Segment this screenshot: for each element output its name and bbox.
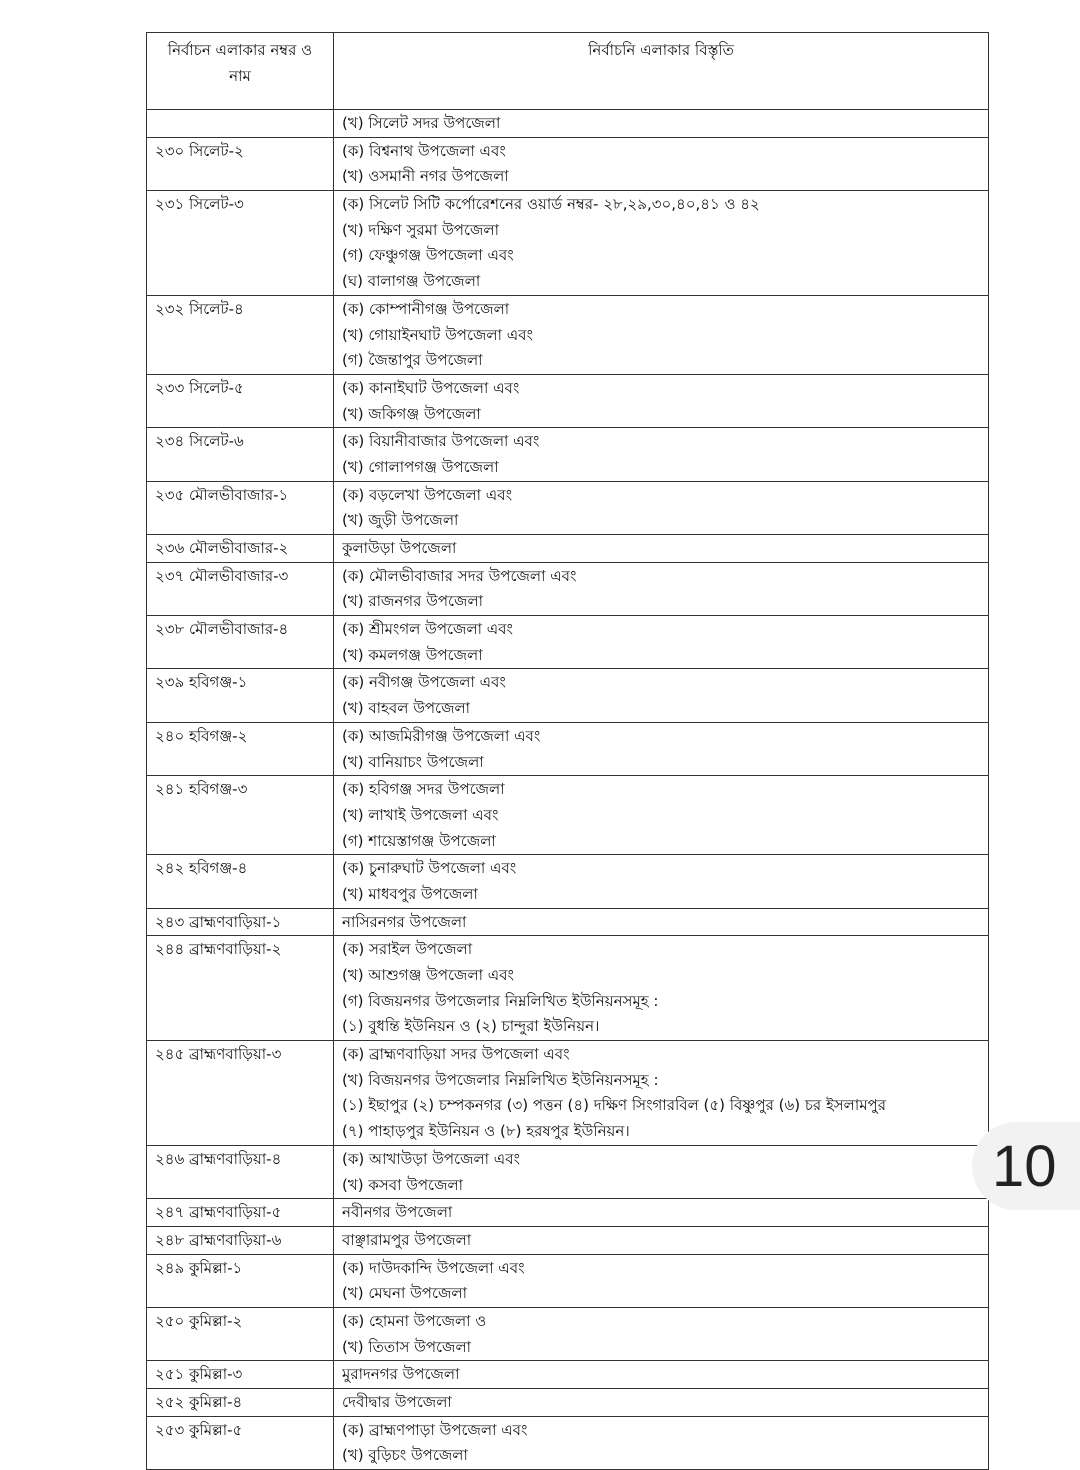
constituency-name-cell — [147, 855, 334, 908]
extent-line: (৭) পাহাড়পুর ইউনিয়ন ও (৮) হরষপুর ইউনিয়ন। — [342, 1122, 630, 1141]
constituency-name: ২৩৫ মৌলভীবাজার-১ — [155, 485, 289, 504]
extent-line: (খ) ওসমানী নগর উপজেলা — [342, 167, 509, 186]
constituency-extent-cell — [334, 295, 989, 374]
constituency-extent-cell — [334, 1199, 989, 1227]
header-constituency-extent: নির্বাচনি এলাকার বিস্তৃতি — [334, 33, 989, 110]
constituency-extent-cell — [334, 562, 989, 615]
constituency-extent-cell — [334, 1361, 989, 1389]
constituency-name-cell — [147, 481, 334, 534]
extent-line: (ক) সিলেট সিটি কর্পোরেশনের ওয়ার্ড নম্বর- ২৮,২৯,৩০,৪০,৪১ ও ৪২ — [342, 195, 760, 214]
constituency-name: ২৩০ সিলেট-২ — [155, 141, 244, 160]
constituency-name: ২৫২ কুমিল্লা-৪ — [155, 1393, 243, 1411]
constituency-name: ২৩৯ হবিগঞ্জ-১ — [155, 673, 248, 692]
extent-line: মুরাদনগর উপজেলা — [342, 1365, 460, 1384]
constituency-name-cell — [147, 936, 334, 1041]
table-row — [147, 1361, 989, 1389]
extent-line: বাঞ্ছারামপুর উপজেলা — [342, 1230, 472, 1249]
constituency-name: ২৩১ সিলেট-৩ — [155, 195, 244, 214]
extent-line: (ক) কোম্পানীগঞ্জ উপজেলা — [342, 299, 510, 318]
extent-line: (খ) লাখাই উপজেলা এবং — [342, 805, 499, 824]
extent-line: (গ) জৈন্তাপুর উপজেলা — [342, 351, 483, 370]
constituency-extent-cell — [334, 908, 989, 936]
extent-line: দেবীদ্বার উপজেলা — [342, 1393, 452, 1411]
constituency-name: ২৪০ হবিগঞ্জ-২ — [155, 726, 248, 745]
constituency-name-cell — [147, 669, 334, 722]
table-row — [147, 616, 989, 669]
constituency-name-cell — [147, 1307, 334, 1360]
constituency-extent-cell — [334, 428, 989, 481]
constituency-extent-cell — [334, 191, 989, 296]
extent-line: (ক) চুনারুঘাট উপজেলা এবং — [342, 859, 517, 878]
constituency-name: ২৪১ হবিগঞ্জ-৩ — [155, 780, 248, 799]
constituency-name: ২৩৩ সিলেট-৫ — [155, 378, 244, 397]
table-row — [147, 722, 989, 775]
table-row — [147, 295, 989, 374]
table-row — [147, 1389, 989, 1417]
extent-line: (ক) বিয়ানীবাজার উপজেলা এবং — [342, 432, 540, 451]
extent-line: (ক) কানাইঘাট উপজেলা এবং — [342, 378, 520, 397]
extent-line: (ক) মৌলভীবাজার সদর উপজেলা এবং — [342, 566, 577, 585]
constituency-extent-cell — [334, 535, 989, 563]
table-header-row — [147, 33, 989, 110]
table-row — [147, 1254, 989, 1307]
constituency-name: ২৪৭ ব্রাহ্মণবাড়িয়া-৫ — [155, 1203, 282, 1222]
constituency-extent-cell — [334, 481, 989, 534]
constituency-name: ২৪৪ ব্রাহ্মণবাড়িয়া-২ — [155, 940, 282, 959]
table-row — [147, 562, 989, 615]
extent-line: (খ) আশুগঞ্জ উপজেলা এবং — [342, 966, 514, 984]
constituency-name-cell — [147, 191, 334, 296]
table-row — [147, 428, 989, 481]
constituency-name-cell — [147, 1416, 334, 1469]
constituency-extent-cell — [334, 1389, 989, 1417]
constituency-extent-cell — [334, 936, 989, 1041]
table-row — [147, 908, 989, 936]
extent-line: (খ) বুড়িচং উপজেলা — [342, 1446, 468, 1465]
constituency-name-cell — [147, 562, 334, 615]
extent-line: (১) ইছাপুর (২) চম্পকনগর (৩) পত্তন (৪) দক্ষিণ সিংগারবিল (৫) বিষ্ণুপুর (৬) চর ইসলামপুর — [342, 1096, 886, 1115]
constituency-name: ২৫০ কুমিল্লা-২ — [155, 1311, 243, 1330]
extent-line: (খ) মাধবপুর উপজেলা — [342, 884, 478, 903]
constituency-extent-cell — [334, 1041, 989, 1146]
constituency-extent-cell — [334, 722, 989, 775]
extent-line: (ক) দাউদকান্দি উপজেলা এবং — [342, 1258, 525, 1277]
table-row — [147, 1307, 989, 1360]
extent-line: (খ) জুড়ী উপজেলা — [342, 511, 459, 530]
header-constituency-name: নির্বাচন এলাকার নম্বর ও নাম — [147, 33, 334, 110]
table-row — [147, 191, 989, 296]
constituency-extent-cell — [334, 1307, 989, 1360]
constituency-table — [146, 32, 989, 1470]
extent-line: (ক) ব্রাহ্মণবাড়িয়া সদর উপজেলা এবং — [342, 1045, 570, 1064]
extent-line: (ক) হবিগঞ্জ সদর উপজেলা — [342, 780, 505, 799]
extent-line: (গ) শায়েস্তাগঞ্জ উপজেলা — [342, 831, 496, 850]
constituency-name-cell — [147, 1041, 334, 1146]
table-row — [147, 481, 989, 534]
extent-line: (ক) হোমনা উপজেলা ও — [342, 1311, 487, 1330]
constituency-name: ২৪৬ ব্রাহ্মণবাড়িয়া-৪ — [155, 1149, 282, 1168]
extent-line: (ক) নবীগঞ্জ উপজেলা এবং — [342, 673, 506, 692]
constituency-name-cell — [147, 776, 334, 855]
extent-line: (খ) গোয়াইনঘাট উপজেলা এবং — [342, 325, 533, 344]
page-number-badge: 10 — [972, 1122, 1080, 1210]
extent-line: (খ) মেঘনা উপজেলা — [342, 1284, 467, 1303]
constituency-name-cell — [147, 295, 334, 374]
constituency-name-cell — [147, 1389, 334, 1417]
table-row — [147, 936, 989, 1041]
constituency-name-cell — [147, 1226, 334, 1254]
constituency-name: ২৩৭ মৌলভীবাজার-৩ — [155, 566, 289, 585]
extent-line: (ক) সরাইল উপজেলা — [342, 940, 473, 959]
extent-line: (খ) বাহবল উপজেলা — [342, 699, 471, 718]
constituency-extent-cell — [334, 137, 989, 190]
constituency-name-cell — [147, 1361, 334, 1389]
constituency-name: ২৪২ হবিগঞ্জ-৪ — [155, 859, 248, 878]
extent-line: (ঘ) বালাগঞ্জ উপজেলা — [342, 272, 481, 291]
constituency-name: ২৪৮ ব্রাহ্মণবাড়িয়া-৬ — [155, 1230, 282, 1249]
constituency-extent-cell — [334, 1416, 989, 1469]
constituency-name-cell — [147, 1254, 334, 1307]
constituency-extent-cell — [334, 1254, 989, 1307]
table-row — [147, 110, 989, 138]
table-body — [147, 110, 989, 1470]
extent-line: কুলাউড়া উপজেলা — [342, 539, 457, 557]
table-row — [147, 1041, 989, 1146]
extent-line: (খ) বানিয়াচং উপজেলা — [342, 752, 484, 771]
constituency-name: ২৩৬ মৌলভীবাজার-২ — [155, 539, 289, 557]
extent-line: (ক) আখাউড়া উপজেলা এবং — [342, 1149, 520, 1168]
table-row — [147, 535, 989, 563]
constituency-extent-cell — [334, 1145, 989, 1198]
constituency-extent-cell — [334, 374, 989, 427]
constituency-extent-cell — [334, 110, 989, 138]
constituency-name-cell — [147, 110, 334, 138]
constituency-name — [155, 111, 325, 137]
constituency-extent-cell — [334, 855, 989, 908]
extent-line: (ক) ব্রাহ্মণপাড়া উপজেলা এবং — [342, 1420, 528, 1439]
table-row — [147, 1145, 989, 1198]
constituency-name: ২৩৪ সিলেট-৬ — [155, 432, 244, 451]
table-row — [147, 776, 989, 855]
constituency-name-cell — [147, 722, 334, 775]
constituency-extent-cell — [334, 616, 989, 669]
extent-line: (গ) বিজয়নগর উপজেলার নিম্নলিখিত ইউনিয়নসমূহ : — [342, 991, 659, 1010]
extent-line: নবীনগর উপজেলা — [342, 1203, 453, 1222]
extent-line: (খ) কসবা উপজেলা — [342, 1175, 464, 1194]
constituency-name-cell — [147, 428, 334, 481]
constituency-name: ২৪৫ ব্রাহ্মণবাড়িয়া-৩ — [155, 1045, 282, 1064]
extent-line: (ক) বিশ্বনাথ উপজেলা এবং — [342, 141, 506, 160]
constituency-name: ২৫১ কুমিল্লা-৩ — [155, 1365, 243, 1384]
extent-line: (খ) তিতাস উপজেলা — [342, 1337, 471, 1356]
table-row — [147, 1416, 989, 1469]
table-row — [147, 855, 989, 908]
extent-line: (খ) সিলেট সদর উপজেলা — [342, 114, 501, 132]
table-row — [147, 1226, 989, 1254]
constituency-extent-cell — [334, 669, 989, 722]
extent-line: (গ) ফেঞ্চুগঞ্জ উপজেলা এবং — [342, 246, 514, 265]
extent-line: (খ) জকিগঞ্জ উপজেলা — [342, 404, 481, 423]
constituency-name: ২৫৩ কুমিল্লা-৫ — [155, 1420, 243, 1439]
extent-line: (খ) কমলগঞ্জ উপজেলা — [342, 645, 483, 664]
table-row — [147, 374, 989, 427]
table-row — [147, 1199, 989, 1227]
extent-line: (ক) বড়লেখা উপজেলা এবং — [342, 485, 513, 504]
extent-line: (খ) দক্ষিণ সুরমা উপজেলা — [342, 220, 499, 239]
extent-line: (১) বুধন্তি ইউনিয়ন ও (২) চান্দুরা ইউনিয়ন। — [342, 1017, 600, 1036]
extent-line: নাসিরনগর উপজেলা — [342, 912, 467, 931]
constituency-name-cell — [147, 1145, 334, 1198]
extent-line: (ক) আজমিরীগঞ্জ উপজেলা এবং — [342, 726, 541, 745]
constituency-name-cell — [147, 616, 334, 669]
table-row — [147, 669, 989, 722]
extent-line: (খ) গোলাপগঞ্জ উপজেলা — [342, 457, 499, 476]
constituency-name: ২৩৮ মৌলভীবাজার-৪ — [155, 620, 289, 639]
extent-line: (ক) শ্রীমংগল উপজেলা এবং — [342, 620, 513, 639]
constituency-name: ২৪৩ ব্রাহ্মণবাড়িয়া-১ — [155, 912, 282, 931]
extent-line: (খ) বিজয়নগর উপজেলার নিম্নলিখিত ইউনিয়নসমূহ : — [342, 1070, 659, 1089]
constituency-name-cell — [147, 374, 334, 427]
constituency-extent-cell — [334, 1226, 989, 1254]
constituency-name-cell — [147, 535, 334, 563]
constituency-extent-cell — [334, 776, 989, 855]
constituency-name: ২৪৯ কুমিল্লা-১ — [155, 1258, 243, 1277]
constituency-name-cell — [147, 908, 334, 936]
constituency-name-cell — [147, 1199, 334, 1227]
constituency-name: ২৩২ সিলেট-৪ — [155, 299, 244, 318]
constituency-name-cell — [147, 137, 334, 190]
table-row — [147, 137, 989, 190]
extent-line: (খ) রাজনগর উপজেলা — [342, 592, 483, 611]
